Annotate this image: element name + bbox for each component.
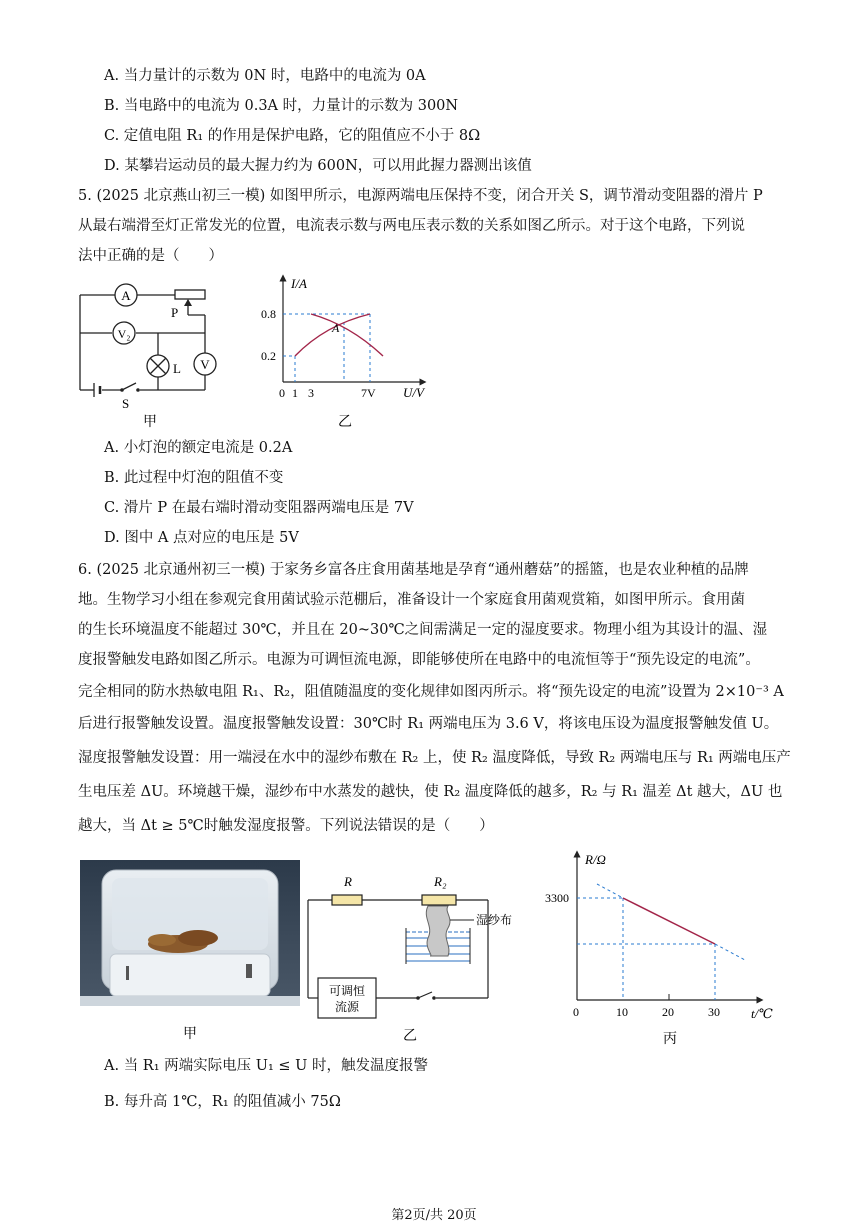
q5-circuit-diagram: [70, 280, 230, 430]
q4-option-b: B. 当电路中的电流为 0.3A 时，力量计的示数为 300N: [104, 98, 459, 114]
q6-option-b: B. 每升高 1℃，R₁ 的阻值减小 75Ω: [104, 1094, 341, 1110]
ammeter-label: A: [121, 288, 131, 303]
q6-stem-line5: 完全相同的防水热敏电阻 R₁、R₂，阻值随温度的变化规律如图丙所示。将“预先设定的电流”设置为 2×10⁻³ A: [78, 684, 784, 700]
q6-mushroom-box-photo: [80, 860, 300, 1050]
q6-stem-line6: 后进行报警触发设置。温度报警触发设置：30℃时 R₁ 两端电压为 3.6 V，将该电压设为温度报警触发值 U。: [78, 716, 779, 732]
wet-gauze: [426, 906, 450, 956]
y-tick-0-8: 0.8: [261, 307, 276, 321]
x-axis-label-2: t/℃: [751, 1006, 773, 1021]
x-tick-7v: 7V: [361, 386, 376, 400]
x-tick-3: 3: [308, 386, 314, 400]
x-tick-20: 20: [662, 1005, 674, 1019]
lamp-label: L: [173, 361, 181, 376]
y-axis-label: I/A: [291, 276, 307, 291]
switch-label: S: [122, 396, 130, 411]
voltmeter-v2-label: V₂: [117, 327, 131, 341]
q5-stem-line3: 法中正确的是（ ）: [78, 248, 223, 264]
q5-iu-graph: [255, 270, 435, 430]
figure-caption-yi-2: 乙: [403, 1029, 417, 1044]
slider-label: P: [171, 305, 179, 320]
resistor-r-label: R: [344, 874, 352, 889]
y-tick-0-2: 0.2: [261, 349, 276, 363]
resistor-r2: [422, 895, 456, 905]
q6-rt-graph: [545, 848, 795, 1048]
figure-caption-jia: 甲: [143, 415, 157, 430]
q5-stem-line2: 从最右端滑至灯正常发光的位置，电流表示数与两电压表示数的关系如图乙所示。对于这个电路，下列说: [78, 218, 745, 234]
q6-alarm-circuit: [300, 868, 560, 1048]
point-a-label: A: [332, 321, 340, 335]
rheostat-curve: [311, 314, 383, 356]
q6-stem-line4: 度报警触发电路如图乙所示。电源为可调恒流电源，即能够使所在电路中的电流恒等于“预先设定的电流”。: [78, 652, 760, 668]
q4-option-c: C. 定值电阻 R₁ 的作用是保护电路，它的阻值应不小于 8Ω: [104, 128, 481, 144]
y-axis-label-2: R/Ω: [585, 852, 606, 867]
q6-stem-line8: 生电压差 ΔU。环境越干燥，湿纱布中水蒸发的越快，使 R₂ 温度降低的越多，R₂ 与 R₁ 温差 Δt 越大，ΔU 也: [78, 784, 783, 800]
resistor-r: [332, 895, 362, 905]
q5-option-a: A. 小灯泡的额定电流是 0.2A: [104, 440, 293, 456]
x-tick-1: 1: [292, 386, 298, 400]
figure-caption-bing: 丙: [663, 1032, 677, 1047]
q5-option-b: B. 此过程中灯泡的阻值不变: [104, 470, 284, 486]
gauze-label: 湿纱布: [476, 913, 513, 927]
x-tick-0-b: 0: [573, 1005, 579, 1019]
resistance-line: [623, 898, 715, 944]
x-axis-label: U/V: [403, 385, 424, 400]
figure-caption-jia-2: 甲: [183, 1027, 197, 1042]
q6-stem-line9: 越大，当 Δt ≥ 5℃时触发湿度报警。下列说法错误的是（ ）: [78, 818, 494, 834]
resistor-r2-label: R₂: [434, 874, 447, 889]
q6-option-a: A. 当 R₁ 两端实际电压 U₁ ≤ U 时，触发温度报警: [104, 1058, 428, 1074]
x-tick-30: 30: [708, 1005, 720, 1019]
q6-stem-line7: 湿度报警触发设置：用一端浸在水中的湿纱布敷在 R₂ 上，使 R₂ 温度降低，导致 R₂ 两端电压与 R₁ 两端电压产: [78, 750, 791, 766]
q6-stem-line2: 地。生物学习小组在参观完食用菌试验示范棚后，准备设计一个家庭食用菌观赏箱，如图甲所示。食用菌: [78, 592, 745, 608]
x-tick-0: 0: [279, 386, 285, 400]
q4-option-a: A. 当力量计的示数为 0N 时，电路中的电流为 0A: [104, 68, 426, 84]
q4-option-d: D. 某攀岩运动员的最大握力约为 600N，可以用此握力器测出该值: [104, 158, 532, 174]
q5-stem-line1: 5. (2025 北京燕山初三一模) 如图甲所示，电源两端电压保持不变，闭合开关 S，调节滑动变阻器的滑片 P: [78, 188, 763, 204]
source-label-line2: 流源: [334, 1000, 360, 1014]
q6-stem-line1: 6. (2025 北京通州初三一模) 于家务乡富各庄食用菌基地是孕育“通州蘑菇”的摇篮，也是农业种植的品牌: [78, 562, 749, 578]
voltmeter-v-label: V: [200, 357, 210, 372]
q5-option-c: C. 滑片 P 在最右端时滑动变阻器两端电压是 7V: [104, 500, 414, 516]
q5-option-d: D. 图中 A 点对应的电压是 5V: [104, 530, 299, 546]
q6-stem-line3: 的生长环境温度不能超过 30℃，并且在 20~30℃之间需满足一定的湿度要求。物理小组为其设计的温、湿: [78, 622, 768, 638]
y-tick-3300: 3300: [545, 891, 569, 905]
source-label-line1: 可调恒: [328, 984, 366, 998]
figure-caption-yi: 乙: [338, 415, 352, 430]
page-number-footer: 第2页/共 20页: [391, 1208, 477, 1223]
x-tick-10: 10: [616, 1005, 628, 1019]
